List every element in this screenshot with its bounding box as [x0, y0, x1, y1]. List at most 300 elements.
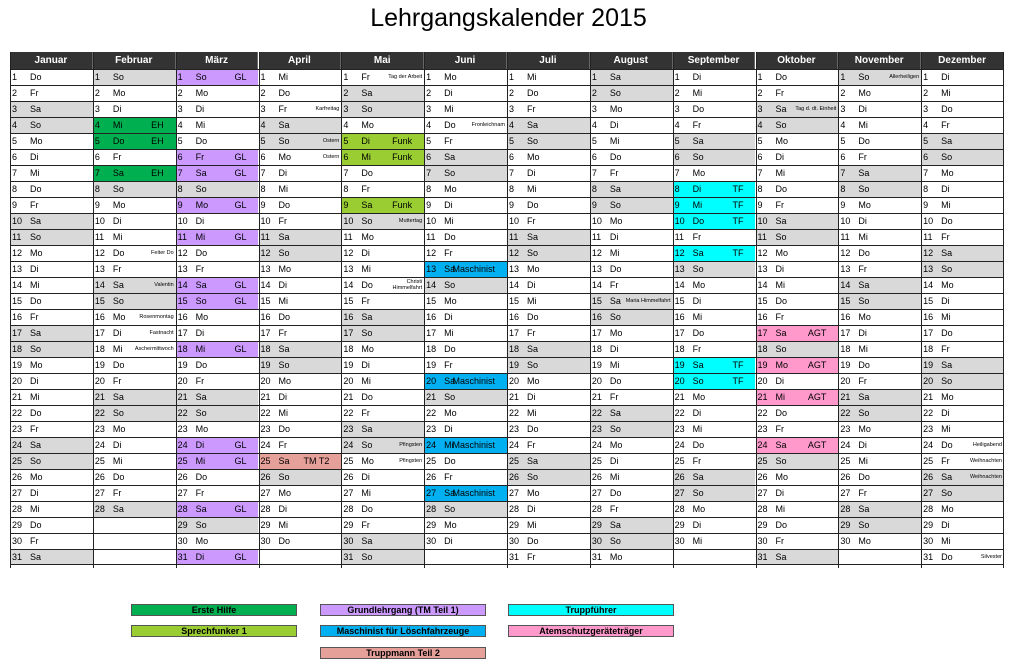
day-cell [10, 405, 93, 421]
day-number: 21 [509, 392, 520, 402]
day-number: 6 [260, 152, 266, 162]
weekday-label: So [112, 72, 124, 82]
day-number: 22 [343, 408, 354, 418]
day-number: 12 [260, 248, 271, 258]
day-number: 3 [674, 104, 680, 114]
weekday-label: Mi [112, 344, 123, 354]
day-cell [259, 213, 342, 229]
weekday-label: Mo [775, 248, 789, 258]
day-number: 1 [840, 72, 846, 82]
day-cell [341, 437, 424, 453]
day-cell [93, 101, 176, 117]
day-number: 21 [177, 392, 188, 402]
day-cell [838, 517, 921, 533]
day-cell [507, 101, 590, 117]
day-cell [838, 197, 921, 213]
weekday-label: Di [527, 392, 536, 402]
day-number: 25 [757, 456, 768, 466]
day-number: 18 [923, 344, 934, 354]
day-number: 31 [509, 552, 520, 562]
day-number: 8 [12, 184, 18, 194]
day-cell [10, 85, 93, 101]
weekday-label: So [195, 296, 207, 306]
day-cell [259, 293, 342, 309]
day-number: 20 [591, 376, 602, 386]
course-code: GL [234, 504, 247, 514]
day-cell [424, 309, 507, 325]
weekday-label: Di [692, 184, 702, 194]
weekday-label: Mo [775, 472, 789, 482]
day-cell [507, 517, 590, 533]
weekday-label: Do [444, 232, 456, 242]
day-number: 23 [757, 424, 768, 434]
day-number: 15 [757, 296, 768, 306]
day-number: 22 [426, 408, 437, 418]
day-number: 27 [177, 488, 188, 498]
day-cell [341, 165, 424, 181]
day-cell [341, 245, 424, 261]
day-cell [176, 293, 259, 309]
weekday-label: So [692, 152, 704, 162]
day-number: 6 [591, 152, 597, 162]
day-number: 5 [840, 136, 846, 146]
day-cell [93, 229, 176, 245]
day-number: 11 [509, 232, 519, 242]
day-cell [424, 501, 507, 517]
day-cell [507, 421, 590, 437]
day-number: 5 [343, 136, 349, 146]
weekday-label: Do [692, 440, 705, 450]
day-number: 29 [260, 520, 271, 530]
weekday-label: Fr [609, 280, 619, 290]
day-cell [176, 309, 259, 325]
day-cell [341, 277, 424, 293]
weekday-label: So [775, 456, 787, 466]
day-cell [259, 117, 342, 133]
day-number: 2 [343, 88, 349, 98]
day-cell [507, 229, 590, 245]
weekday-label: Di [444, 200, 453, 210]
weekday-label: Do [692, 328, 705, 338]
weekday-label: Mi [444, 216, 454, 226]
day-number: 20 [923, 376, 934, 386]
day-number: 16 [591, 312, 602, 322]
day-cell [921, 501, 1004, 517]
day-cell [10, 549, 93, 565]
day-cell [673, 309, 756, 325]
weekday-label: Mo [195, 536, 209, 546]
month-header: Juni [424, 52, 507, 69]
day-cell [424, 149, 507, 165]
day-cell [93, 453, 176, 469]
course-code: Funk [392, 200, 413, 210]
day-number: 22 [94, 408, 105, 418]
day-number: 29 [177, 520, 188, 530]
day-number: 25 [94, 456, 105, 466]
day-cell [756, 245, 839, 261]
day-number: 14 [757, 280, 768, 290]
day-number: 16 [343, 312, 354, 322]
day-number: 21 [674, 392, 685, 402]
day-cell [921, 517, 1004, 533]
day-cell [838, 485, 921, 501]
day-number: 9 [757, 200, 763, 210]
weekday-label: Di [609, 344, 619, 354]
day-number: 1 [343, 72, 349, 82]
weekday-label: Mi [527, 520, 537, 530]
weekday-label: Di [444, 88, 453, 98]
day-cell [507, 453, 590, 469]
day-cell [756, 149, 839, 165]
day-number: 18 [674, 344, 685, 354]
day-number: 11 [94, 232, 105, 242]
weekday-label: Sa [112, 168, 124, 178]
day-number: 30 [674, 536, 685, 546]
day-number: 28 [757, 504, 768, 514]
day-cell [259, 341, 342, 357]
day-number: 31 [177, 552, 188, 562]
day-cell [590, 165, 673, 181]
day-number: 3 [509, 104, 515, 114]
day-cell [424, 453, 507, 469]
weekday-label: Di [941, 296, 950, 306]
day-number: 23 [591, 424, 602, 434]
weekday-label: Do [692, 216, 705, 226]
day-cell [259, 469, 342, 485]
day-number: 19 [12, 360, 23, 370]
day-number: 30 [343, 536, 354, 546]
course-code: TM T2 [303, 456, 330, 466]
day-number: 7 [840, 168, 846, 178]
weekday-label: Mi [941, 200, 951, 210]
weekday-label: Sa [278, 232, 290, 242]
day-number: 11 [757, 232, 767, 242]
day-cell [838, 85, 921, 101]
day-cell [838, 133, 921, 149]
course-code: TF [732, 248, 744, 258]
weekday-label: Fr [112, 152, 122, 162]
weekday-label: So [278, 248, 290, 258]
day-cell [10, 341, 93, 357]
weekday-label: Fr [361, 520, 370, 530]
weekday-label: Sa [941, 248, 953, 258]
day-number: 24 [757, 440, 768, 450]
day-cell [424, 181, 507, 197]
day-cell [921, 69, 1004, 85]
weekday-label: Do [278, 424, 291, 434]
weekday-label: So [527, 248, 539, 258]
day-number: 26 [343, 472, 354, 482]
day-number: 18 [591, 344, 602, 354]
weekday-label: Sa [775, 328, 787, 338]
day-cell [838, 69, 921, 85]
weekday-label: Fr [527, 552, 536, 562]
day-number: 19 [94, 360, 105, 370]
weekday-label: Di [30, 488, 39, 498]
day-number: 21 [94, 392, 105, 402]
day-number: 12 [923, 248, 934, 258]
legend-item: Maschinist für Löschfahrzeuge [320, 625, 486, 637]
weekday-label: Di [278, 392, 287, 402]
day-number: 11 [343, 232, 353, 242]
day-cell [259, 517, 342, 533]
day-cell [10, 69, 93, 85]
weekday-label: So [361, 440, 373, 450]
day-number: 19 [177, 360, 188, 370]
day-number: 10 [840, 216, 851, 226]
weekday-label: Di [30, 152, 39, 162]
weekday-label: Mi [527, 408, 537, 418]
day-number: 13 [840, 264, 851, 274]
day-cell [93, 261, 176, 277]
day-cell [93, 405, 176, 421]
weekday-label: Mo [195, 424, 209, 434]
weekday-label: Fr [112, 488, 122, 498]
weekday-label: Do [941, 104, 953, 114]
day-cell [424, 389, 507, 405]
day-number: 19 [426, 360, 437, 370]
day-cell [93, 85, 176, 101]
day-cell [176, 389, 259, 405]
weekday-label: Sa [195, 280, 207, 290]
grid-line [10, 52, 11, 568]
weekday-label: Mi [941, 536, 951, 546]
day-number: 22 [923, 408, 934, 418]
day-cell [93, 197, 176, 213]
day-cell [590, 501, 673, 517]
day-cell [424, 101, 507, 117]
day-cell [590, 117, 673, 133]
weekday-label: Fr [195, 376, 205, 386]
day-cell [838, 165, 921, 181]
day-cell [10, 213, 93, 229]
day-number: 12 [12, 248, 23, 258]
day-number: 19 [923, 360, 934, 370]
day-cell [756, 277, 839, 293]
weekday-label: Sa [444, 264, 456, 274]
weekday-label: Mi [858, 344, 868, 354]
weekday-label: Sa [941, 136, 953, 146]
day-cell [424, 117, 507, 133]
day-number: 27 [923, 488, 934, 498]
weekday-label: Fr [527, 104, 536, 114]
course-code: Funk [392, 136, 413, 146]
day-cell [838, 101, 921, 117]
day-cell [341, 293, 424, 309]
weekday-label: Mo [775, 360, 789, 370]
day-number: 8 [426, 184, 432, 194]
weekday-label: So [941, 152, 953, 162]
day-cell [507, 437, 590, 453]
day-cell [10, 469, 93, 485]
day-number: 23 [260, 424, 271, 434]
day-number: 19 [591, 360, 602, 370]
day-number: 7 [757, 168, 763, 178]
day-cell [838, 389, 921, 405]
day-cell [176, 501, 259, 517]
weekday-label: So [527, 360, 539, 370]
holiday-label: Feiter Do [151, 250, 174, 256]
day-number: 15 [343, 296, 354, 306]
day-cell [93, 69, 176, 85]
day-number: 9 [840, 200, 846, 210]
day-number: 10 [674, 216, 685, 226]
course-code: EH [151, 120, 164, 130]
day-cell [93, 213, 176, 229]
day-number: 22 [12, 408, 23, 418]
weekday-label: Mo [858, 536, 871, 546]
weekday-label: Mo [941, 504, 954, 514]
weekday-label: So [278, 472, 290, 482]
day-number: 18 [177, 344, 188, 354]
day-cell [838, 245, 921, 261]
holiday-label: Aschermittwoch [134, 346, 174, 352]
weekday-label: Di [692, 296, 702, 306]
weekday-label: Do [30, 520, 42, 530]
day-cell [507, 501, 590, 517]
weekday-label: Di [609, 456, 619, 466]
day-cell [176, 165, 259, 181]
day-number: 9 [343, 200, 349, 210]
day-number: 18 [94, 344, 105, 354]
weekday-label: Di [444, 536, 453, 546]
weekday-label: So [361, 328, 373, 338]
weekday-label: Di [775, 264, 784, 274]
day-cell [590, 245, 673, 261]
weekday-label: Sa [775, 440, 787, 450]
day-cell [176, 469, 259, 485]
weekday-label: Sa [444, 376, 456, 386]
weekday-label: Di [30, 264, 39, 274]
day-number: 30 [757, 536, 768, 546]
day-cell [838, 357, 921, 373]
day-number: 6 [426, 152, 432, 162]
day-number: 11 [591, 232, 602, 242]
weekday-label: Do [444, 456, 456, 466]
day-number: 15 [591, 296, 602, 306]
day-cell [590, 405, 673, 421]
weekday-label: So [775, 120, 787, 130]
day-cell [10, 389, 93, 405]
day-cell [341, 373, 424, 389]
day-cell [176, 453, 259, 469]
weekday-label: Mo [112, 312, 126, 322]
weekday-label: Sa [30, 216, 42, 226]
day-number: 11 [177, 232, 187, 242]
weekday-label: So [30, 344, 42, 354]
day-number: 23 [94, 424, 105, 434]
empty-day-cell [673, 549, 756, 565]
day-number: 31 [591, 552, 602, 562]
day-number: 29 [840, 520, 851, 530]
weekday-label: Mo [858, 200, 871, 210]
day-cell [259, 421, 342, 437]
day-number: 15 [509, 296, 520, 306]
day-number: 1 [923, 72, 929, 82]
day-number: 25 [260, 456, 271, 466]
day-number: 10 [94, 216, 105, 226]
day-number: 16 [674, 312, 685, 322]
weekday-label: So [609, 536, 621, 546]
weekday-label: Mi [278, 296, 288, 306]
day-cell [507, 277, 590, 293]
weekday-label: Mi [195, 344, 206, 354]
day-number: 25 [923, 456, 934, 466]
day-number: 25 [426, 456, 437, 466]
day-number: 6 [674, 152, 680, 162]
day-cell [259, 389, 342, 405]
day-number: 31 [12, 552, 23, 562]
weekday-label: Do [858, 248, 870, 258]
day-number: 16 [757, 312, 768, 322]
day-cell [259, 485, 342, 501]
course-code: TF [732, 216, 744, 226]
course-code: Maschinist [452, 488, 495, 498]
weekday-label: Sa [278, 344, 290, 354]
day-cell [673, 453, 756, 469]
weekday-label: Di [692, 520, 702, 530]
weekday-label: Mo [858, 424, 871, 434]
day-number: 30 [177, 536, 188, 546]
day-cell [507, 373, 590, 389]
day-cell [921, 549, 1004, 565]
weekday-label: Di [941, 184, 950, 194]
weekday-label: Mo [527, 152, 540, 162]
weekday-label: So [30, 456, 42, 466]
day-cell [590, 69, 673, 85]
day-number: 30 [260, 536, 271, 546]
day-cell [590, 309, 673, 325]
day-number: 21 [343, 392, 354, 402]
weekday-label: Do [858, 472, 870, 482]
day-number: 12 [674, 248, 685, 258]
weekday-label: Sa [775, 552, 787, 562]
day-number: 16 [177, 312, 188, 322]
day-cell [756, 501, 839, 517]
day-number: 18 [426, 344, 437, 354]
day-cell [424, 405, 507, 421]
day-cell [590, 469, 673, 485]
day-cell [259, 229, 342, 245]
day-cell [673, 245, 756, 261]
day-number: 11 [426, 232, 436, 242]
day-cell [838, 181, 921, 197]
day-number: 13 [343, 264, 354, 274]
month-header: Mai [341, 52, 424, 69]
day-cell [176, 197, 259, 213]
month-header: März [176, 52, 259, 69]
weekday-label: So [609, 200, 621, 210]
day-cell [921, 485, 1004, 501]
day-number: 22 [757, 408, 768, 418]
day-cell [756, 165, 839, 181]
day-cell [176, 117, 259, 133]
holiday-label: Fastnacht [149, 330, 174, 336]
day-cell [756, 373, 839, 389]
weekday-label: Do [112, 136, 125, 146]
day-cell [921, 469, 1004, 485]
day-cell [921, 181, 1004, 197]
weekday-label: Fr [775, 424, 784, 434]
day-number: 20 [94, 376, 105, 386]
day-number: 14 [591, 280, 602, 290]
holiday-label: Christi Himmelfahrt [392, 279, 423, 291]
course-code: AGT [807, 328, 827, 338]
day-cell [341, 133, 424, 149]
weekday-label: Do [941, 216, 953, 226]
day-number: 4 [343, 120, 349, 130]
day-cell [921, 245, 1004, 261]
